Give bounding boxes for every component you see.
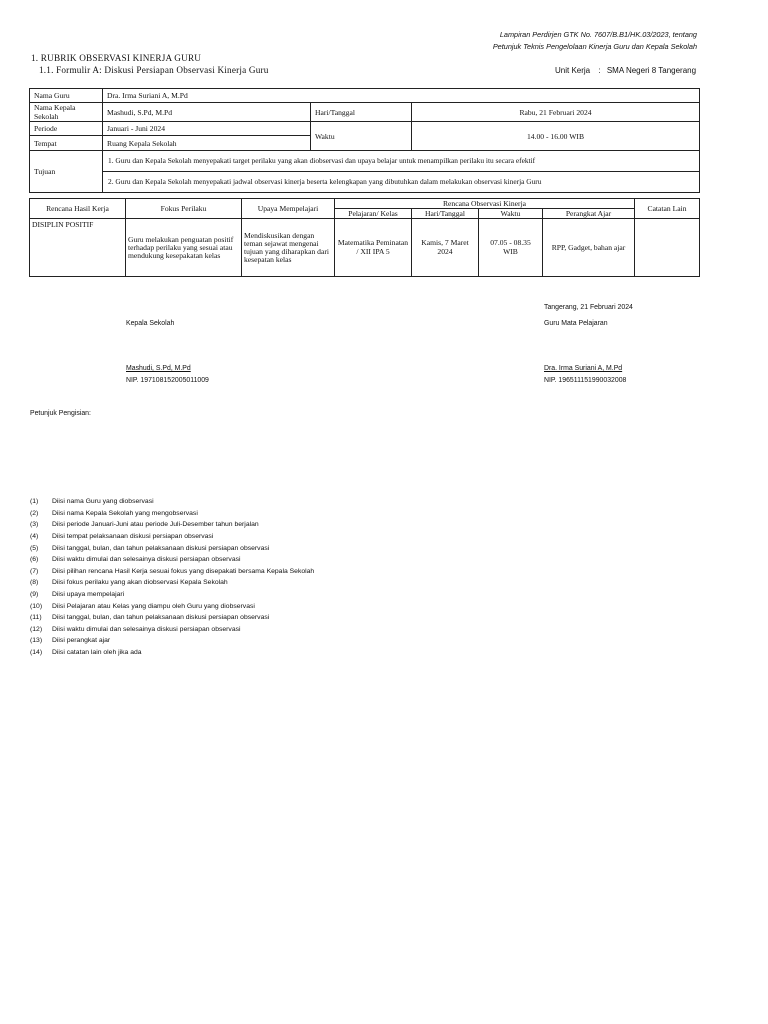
- cell-perangkat: RPP, Gadget, bahan ajar: [543, 219, 635, 277]
- cell-fokus: Guru melakukan penguatan positif terhadap perilaku yang sesuai atau mendukung kesepakatan kelas: [126, 219, 242, 277]
- petunjuk-item-text: Diisi perangkat ajar: [52, 637, 111, 645]
- petunjuk-item-number: (2): [30, 509, 39, 517]
- petunjuk-item-number: (7): [30, 567, 39, 575]
- tujuan-item-1: 1. Guru dan Kepala Sekolah menyepakati target perilaku yang akan diobservasi dan upaya belajar untuk menampilkan perilaku itu secara efektif: [103, 151, 700, 172]
- petunjuk-title: Petunjuk Pengisian:: [30, 410, 91, 417]
- petunjuk-item-text: Diisi tanggal, bulan, dan tahun pelaksanaan diskusi persiapan observasi: [52, 614, 270, 622]
- petunjuk-item-text: Diisi pilihan rencana Hasil Kerja sesuai fokus yang disepakati bersama Kepala Sekolah: [52, 567, 315, 575]
- petunjuk-item: [30, 635, 314, 647]
- petunjuk-item-text: Diisi waktu dimulai dan selesainya diskusi persiapan observasi: [52, 556, 241, 564]
- cell-upaya: Mendiskusikan dengan teman sejawat mengenai tujuan yang diharapkan dari kesepatan kelas: [242, 219, 335, 277]
- header-reference: Lampiran Perdirjen GTK No. 7607/B.B1/HK.03/2023, tentang: [499, 30, 697, 39]
- tujuan-label: Tujuan: [30, 151, 103, 193]
- cell-hari: Kamis, 7 Maret 2024: [412, 219, 479, 277]
- tempat-value: Ruang Kepala Sekolah: [103, 136, 311, 151]
- signature-left-name: Mashudi, S.Pd, M.Pd: [126, 365, 191, 372]
- unit-kerja-value: SMA Negeri 8 Tangerang: [606, 66, 697, 75]
- petunjuk-item-text: Diisi catatan lain oleh jika ada: [52, 649, 142, 657]
- signature-right-name: Dra. Irma Suriani A, M.Pd: [544, 365, 623, 372]
- petunjuk-item: [30, 554, 314, 566]
- petunjuk-item-number: (6): [30, 556, 39, 564]
- petunjuk-item: [30, 566, 314, 578]
- col-header-catatan: Catatan Lain: [635, 199, 700, 219]
- cell-pelajaran: Matematika Peminatan / XII IPA 5: [335, 219, 412, 277]
- petunjuk-item: [30, 577, 314, 589]
- petunjuk-item-number: (1): [30, 498, 39, 506]
- col-header-rencana-hasil: Rencana Hasil Kerja: [30, 199, 126, 219]
- hari-tanggal-label: Hari/Tanggal: [311, 103, 412, 122]
- petunjuk-list: [30, 496, 314, 658]
- petunjuk-item-number: (11): [30, 614, 42, 622]
- hari-tanggal-value: Rabu, 21 Februari 2024: [412, 103, 700, 122]
- petunjuk-item-text: Diisi waktu dimulai dan selesainya diskusi persiapan observasi: [52, 625, 241, 633]
- col-header-rencana-observasi: Rencana Observasi Kinerja: [335, 199, 635, 209]
- petunjuk-item: [30, 600, 314, 612]
- nama-guru-value: Dra. Irma Suriani A, M.Pd: [103, 89, 700, 103]
- col-header-waktu: Waktu: [479, 209, 543, 219]
- signature-left-role: Kepala Sekolah: [126, 320, 175, 327]
- plan-table: [29, 198, 700, 277]
- kepsek-value: Mashudi, S.Pd, M.Pd: [103, 103, 311, 122]
- petunjuk-item: [30, 496, 314, 508]
- col-header-pelajaran: Pelajaran/ Kelas: [335, 209, 412, 219]
- cell-rencana-hasil: DISIPLIN POSITIF: [30, 219, 126, 277]
- nama-guru-label: Nama Guru: [30, 89, 103, 103]
- periode-label: Periode: [30, 122, 103, 136]
- cell-catatan: [635, 219, 700, 277]
- col-header-upaya: Upaya Mempelajari: [242, 199, 335, 219]
- form-subtitle: 1.1. Formulir A: Diskusi Persiapan Observasi Kinerja Guru: [39, 65, 269, 75]
- petunjuk-item: [30, 647, 314, 659]
- petunjuk-item: [30, 531, 314, 543]
- waktu-label: Waktu: [311, 122, 412, 151]
- signature-place-date: Tangerang, 21 Februari 2024: [544, 304, 633, 311]
- header-reference-subtitle: Petunjuk Teknis Pengelolaan Kinerja Guru dan Kepala Sekolah: [492, 42, 697, 51]
- unit-kerja-separator: :: [598, 66, 601, 75]
- petunjuk-item-number: (10): [30, 602, 43, 610]
- tujuan-item-2: 2. Guru dan Kepala Sekolah menyepakati jadwal observasi kinerja beserta kelengkapan yang dibutuhkan dalam melakukan observasi kinerja Guru: [103, 172, 700, 193]
- petunjuk-item-number: (12): [30, 625, 43, 633]
- petunjuk-item-number: (13): [30, 637, 43, 645]
- signature-right-role: Guru Mata Pelajaran: [544, 320, 608, 327]
- petunjuk-item-number: (5): [30, 544, 39, 552]
- petunjuk-item-number: (3): [30, 521, 39, 529]
- petunjuk-item: [30, 542, 314, 554]
- petunjuk-item: [30, 624, 314, 636]
- kepsek-label: Nama Kepala Sekolah: [30, 103, 103, 122]
- signature-right-nip: NIP. 196511151990032008: [544, 377, 627, 384]
- petunjuk-item-number: (9): [30, 591, 39, 599]
- petunjuk-item-text: Diisi upaya mempelajari: [52, 591, 125, 599]
- waktu-value: 14.00 - 16.00 WIB: [412, 122, 700, 151]
- petunjuk-item-text: Diisi periode Januari-Juni atau periode Juli-Desember tahun berjalan: [52, 521, 259, 529]
- col-header-perangkat: Perangkat Ajar: [543, 209, 635, 219]
- petunjuk-item-text: Diisi Pelajaran atau Kelas yang diampu oleh Guru yang diobservasi: [52, 602, 255, 610]
- petunjuk-item: [30, 612, 314, 624]
- petunjuk-item: [30, 589, 314, 601]
- petunjuk-item-text: Diisi tempat pelaksanaan diskusi persiapan observasi: [52, 533, 214, 541]
- tempat-label: Tempat: [30, 136, 103, 151]
- petunjuk-item: [30, 508, 314, 520]
- info-table: [29, 88, 700, 193]
- petunjuk-item: [30, 519, 314, 531]
- petunjuk-item-number: (4): [30, 533, 39, 541]
- periode-value: Januari - Juni 2024: [103, 122, 311, 136]
- petunjuk-item-number: (14): [30, 649, 43, 657]
- unit-kerja-label: Unit Kerja: [555, 66, 591, 75]
- unit-kerja: [555, 66, 696, 75]
- signature-left-nip: NIP. 197108152005011009: [126, 377, 209, 384]
- col-header-fokus: Fokus Perilaku: [126, 199, 242, 219]
- petunjuk-item-text: Diisi nama Guru yang diobservasi: [52, 498, 154, 506]
- page-title: 1. RUBRIK OBSERVASI KINERJA GURU: [31, 53, 202, 63]
- petunjuk-item-number: (8): [30, 579, 39, 587]
- petunjuk-item-text: Diisi tanggal, bulan, dan tahun pelaksanaan diskusi persiapan observasi: [52, 544, 270, 552]
- cell-waktu: 07.05 - 08.35 WIB: [479, 219, 543, 277]
- petunjuk-item-text: Diisi nama Kepala Sekolah yang mengobservasi: [52, 509, 198, 517]
- petunjuk-item-text: Diisi fokus perilaku yang akan diobservasi Kepala Sekolah: [52, 579, 228, 587]
- col-header-hari: Hari/Tanggal: [412, 209, 479, 219]
